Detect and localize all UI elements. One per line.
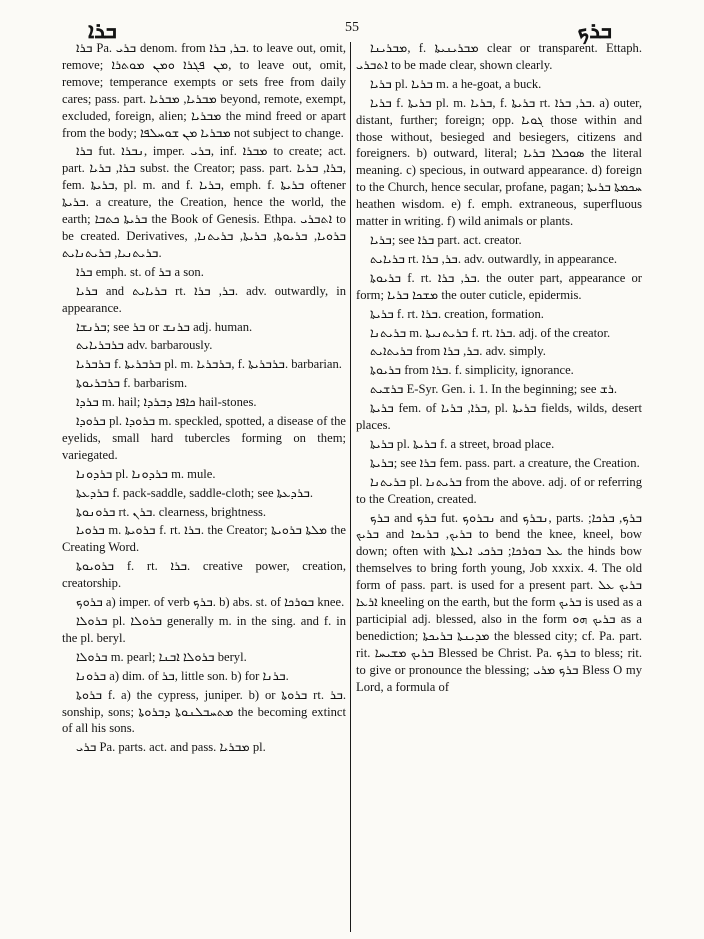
header-right-catchword: ܒܪܟ (577, 18, 612, 43)
dictionary-entry: ܒܪܘܝܐ m. ܒܪܘܝܬܐ f. rt. ܒܪܐ. the Creator; ܡܠܬܐ ܒܪܘܝܬܐ the Creating Word. (62, 523, 346, 555)
dictionary-entry: ܒܪܘܬܐ f. a) the cypress, juniper. b) or ܒܪܘܬܐ rt. ܒܪ. sonship, sons; ܡܬܚܒܠܢܘܬܐ ܕܒܪܘܬܐ the becoming extinct of all his sons. (62, 687, 346, 736)
dictionary-entry: ܒܪܝܬܐ f. rt. ܒܪܐ. creation, formation. (370, 306, 544, 321)
dictionary-entry: ܒܪܒܪܝܐ f. ܒܪܒܪܝܬܐ pl. m. ܒܪܒܪܝܐ, f. ܒܪܒܪܝܬܐ. barbarian. (76, 357, 342, 372)
left-column (62, 40, 346, 932)
header-left-catchword: ܒܪܐ (88, 18, 117, 43)
dictionary-entry: ܒܪܝܬܐ; see ܒܪܐ fem. pass. part. a creature, the Creation. (370, 455, 640, 470)
right-column (356, 40, 642, 932)
dictionary-entry: ܒܪܐ Pa. ܒܪܝ denom. from ܒܪ, ܒܪܐ. to leave out, omit, remove; ܡܢ ܦܓܪܐ ܘܡܢ ܡܘܬܪܐ, to leave out, omit, remove; temperance exempts or sets free from daily cares; pass. part. ܡܒܪܝܐ, ܡܒܪܝܐ beyond, remote, exempt, excluded, foreign, alien; ܡܒܪܝܐ the mind freed or apart from the body; ܡܒܪܝܐ ܡܢ ܫܘܚܠܦܐ not subject to change. (62, 41, 346, 140)
dictionary-entry: ܒܪܝܘܬܐ f. rt. ܒܪ, ܒܪܐ. the outer part, appearance or form; ܡܫܟܐ ܒܪܝܐ the outer cuticle, epidermis. (356, 270, 642, 302)
page-number: 55 (345, 20, 359, 35)
dictionary-entry: ܒܪܢܫܐ; see ܒܪ or ܒܪܢܫ adj. human. (76, 319, 253, 334)
dictionary-entry: ܒܪܝܐܝܬ rt. ܒܪ, ܒܪܐ. adv. outwardly, in appearance. (370, 251, 618, 266)
dictionary-entry: ܒܪܝܬܐ fem. of ܒܪܐ, ܒܪܝܐ, pl. ܒܪܝܬܐ fields, wilds, desert places. (356, 401, 642, 433)
dictionary-entry: ܒܪܝܬܐܝܬ from ܒܪ, ܒܪܐ. adv. simply. (370, 344, 546, 359)
dictionary-entry: ܒܪܕܘܢܐ pl. ܒܪܕܘܢܐ m. mule. (76, 466, 216, 481)
dictionary-entry: ܒܪܕܥܬܐ f. pack-saddle, saddle-cloth; see ܒܪܕܥܬܐ. (76, 485, 314, 500)
page-header (0, 18, 704, 42)
dictionary-entry: ܒܪܝܐ; see ܒܪܐ part. act. creator. (370, 232, 522, 247)
dictionary-entry: ܒܪܝܐ pl. ܒܪܝܐ m. a he-goat, a buck. (370, 76, 542, 91)
dictionary-entry: ܒܪܕܐ m. hail; ܟܐܦܐ ܕܒܪܕܐ hail-stones. (76, 395, 257, 410)
dictionary-entry: ܒܪܝܐ and ܒܪܝܐܝܬ rt. ܒܪ, ܒܪܐ. adv. outwardly, in appearance. (62, 283, 346, 315)
dictionary-entry: ܒܪܟ and ܒܪܟ fut. ܢܒܪܘܟ and ܢܒܪܟ, parts. ܒܪܟ, ܒܪܟܐ; ܒܪܝܟ and ܒܪܝܟ, ܒܪܝܟܐ to bend the knee, kneel, bow down; often with ܥܠ ܒܘܪܟܐ; ܒܪܟܝ ܐܝܠܬܐ the hinds bow themselves to bring forth young, Job xxxix. 4. The old form of pass. part. is used for a present part. ܒܪܝܟ ܥܠ ܐܪܥܐ kneeling on the earth, but the form ܒܪܝܟ is used as a participial adj. blessed, also in the form ܒܪܝܟ ܗܘ as a benediction; ܡܕܝܢܬܐ ܒܪܝܟܬܐ the blessed city; cf. Pa. part. rit. ܒܪܝܟ ܡܫܝܚܐ Blessed be Christ. Pa. ܒܪܟ to bless; rit. to give or pronounce the blessing; ܒܪܟ ܡܪܝ Bless O my Lord, a formula of (356, 510, 642, 694)
dictionary-entry: ܒܪܘܝܘܬܐ f. rt. ܒܪܐ. creative power, creation, creatorship. (62, 559, 346, 591)
dictionary-entry: ܒܪܘܕܐ pl. ܒܪܘܕܐ m. speckled, spotted, a disease of the eyelids, small hard tubercles forming on them; variegated. (62, 414, 346, 462)
dictionary-entry: ܒܪܝ Pa. parts. act. and pass. ܡܒܪܝܐ pl. (76, 740, 266, 755)
dictionary-entry: ܒܪܘܢܘܬܐ rt. ܒܪܢ. clearness, brightness. (76, 504, 267, 519)
dictionary-entry: ܒܪܝܘܬܐ from ܒܪܐ. f. simplicity, ignorance. (370, 363, 574, 378)
dictionary-entry: ܒܪܒܪܝܐܝܬ adv. barbarously. (76, 338, 213, 353)
dictionary-entry: ܒܪܐ emph. st. of ܒܪ a son. (76, 264, 204, 279)
dictionary-entry: ܒܪܫܝܬ E-Syr. Gen. i. 1. In the beginning; see ܪܫ. (370, 382, 618, 397)
dictionary-entry: ܡܒܪܝܢܐ, f. ܡܒܪܝܢܝܬܐ clear or transparent. Ettaph. ܐܬܒܪܝ to be made clear, shown clearly. (356, 41, 642, 72)
dictionary-entry: ܒܪܝܬܢܐ m. ܒܪܝܬܢܝܬܐ f. rt. ܒܪܐ. adj. of the creator. (370, 325, 611, 340)
dictionary-entry: ܒܪܝܐ f. ܒܪܝܬܐ pl. m. ܒܪܝܐ, f. ܒܪܝܬܐ rt. ܒܪ, ܒܪܐ. a) outer, distant, further; foreign; opp. ܓܘܝܐ those within and those without, besieged and besiegers, citizens and foreigners. b) outward, literal; ܣܘܟܠܐ ܒܪܝܐ the literal meaning. c) specious, in outward appearance. d) foreign to the Church, hence secular, profane, pagan; ܚܟܡܬܐ ܒܪܝܬܐ heathen wisdom. e) f. emph. extraneous, superfluous matter in writing. f) wild animals or plants. (356, 95, 642, 229)
column-divider (350, 42, 351, 932)
dictionary-entry: ܒܪܐ fut. ܢܒܪܐ, imper. ܒܪܝ, inf. ܡܒܪܐ to create; act. part. ܒܪܐ, ܒܪܝܐ subst. the Creator; pass. part. ܒܪܐ, ܒܪܝܐ, fem. ܒܪܝܬܐ, pl. m. and f. ܒܪܝܐ, emph. f. ܒܪܝܬܐ oftener ܒܪܝܬܐ. a creature, the Creation, hence the world, the earth; ܒܪܝܬܐ ܟܬܒܐ the Book of Genesis. Ethpa. ܐܬܒܪܝ to be created. Derivatives, ܒܪܘܝܐ, ܒܪܝܘܬܐ, ܒܪܝܬܐ, ܒܪܝܬܢܐ, ܒܪܝܬܢܝܐ, ܒܪܝܬܢܐܝܬ. (62, 144, 346, 260)
dictionary-entry: ܒܪܘܠܐ m. pearl; ܒܪܘܠܐ ܐܒܢܐ beryl. (76, 649, 247, 664)
dictionary-entry: ܒܪܒܪܝܘܬܐ f. barbarism. (76, 376, 188, 391)
dictionary-entry: ܒܪܘܟ a) imper. of verb ܒܪܟ. b) abs. st. of ܒܘܪܟܐ knee. (76, 595, 345, 610)
dictionary-entry: ܒܪܝܬܐ pl. ܒܪܝܬܐ f. a street, broad place. (370, 436, 555, 451)
dictionary-entry: ܒܪܘܠܐ pl. ܒܪܘܠܐ generally m. in the sing. and f. in the pl. beryl. (62, 614, 346, 645)
dictionary-entry: ܒܪܘܢܐ a) dim. of ܒܪ, little son. b) for ܒܪܢܐ. (76, 668, 289, 683)
dictionary-entry: ܒܪܝܬܢܐ pl. ܒܪܝܬܢܐ from the above. adj. of or referring to the Creation, created. (356, 474, 642, 506)
